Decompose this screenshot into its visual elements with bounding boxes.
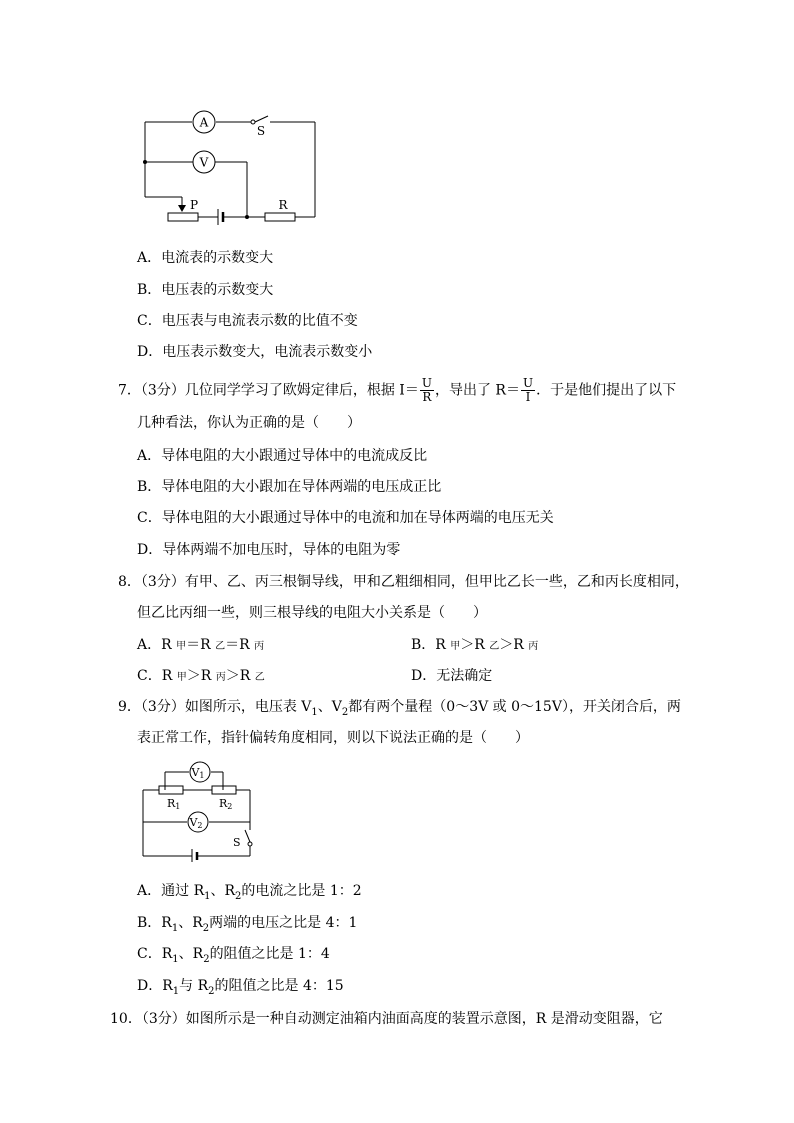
q6-option-a: A．电流表的示数变大: [137, 250, 274, 266]
voltmeter-label: V: [199, 155, 209, 170]
slider-label: P: [190, 198, 199, 212]
junction-dot: [143, 160, 147, 164]
q6-option-c: C．电压表与电流表示数的比值不变: [137, 313, 358, 329]
q8-stem-line2: 但乙比丙细一些，则三根导线的电阻大小关系是（ ）: [137, 605, 487, 621]
q8-option-a: A．R 甲＝R 乙＝R 丙: [137, 637, 265, 653]
slider-arrow-icon: [178, 205, 186, 212]
q6-option-b: B．电压表的示数变大: [137, 282, 274, 298]
q9-option-d: D．$R_1$与 $R_2$的阻值之比是 4：15: [137, 978, 344, 997]
resistor-label: R: [278, 198, 288, 212]
switch-contact: [251, 120, 255, 124]
q9-stem-line1: 9．（3分）如图所示，电压表 $V_1$、$V_2$都有两个量程（0～3V 或 0～15V），开关闭合后，两: [118, 699, 681, 718]
q9-option-a: A．通过 $R_1$、$R_2$的电流之比是 1：2: [137, 883, 362, 902]
q9-option-b: B．$R_1$、$R_2$两端的电压之比是 4：1: [137, 915, 358, 934]
circuit-diagram-q9: [135, 760, 265, 862]
switch-label: S: [233, 836, 241, 849]
switch-label: S: [256, 124, 266, 138]
q6-option-d: D．电压表示数变大，电流表示数变小: [137, 344, 373, 360]
q10-stem-line1: 10．（3分）如图所示是一种自动测定油箱内油面高度的装置示意图，R 是滑动变阻器，它: [110, 1011, 663, 1027]
q7-option-c: C．导体电阻的大小跟通过导体中的电流和加在导体两端的电压无关: [137, 510, 554, 526]
q7-option-d: D．导体两端不加电压时，导体的电阻为零: [137, 542, 401, 558]
q7-stem-line2: 几种看法，你认为正确的是（ ）: [137, 415, 361, 431]
q7-option-b: B．导体电阻的大小跟加在导体两端的电压成正比: [137, 479, 442, 495]
q9-stem-line2: 表正常工作，指针偏转角度相同，则以下说法正确的是（ ）: [137, 730, 529, 746]
voltmeter-2-label: V2: [189, 816, 203, 830]
junction-dot: [245, 215, 249, 219]
q8-option-b: B．R 甲＞R 乙＞R 丙: [411, 637, 539, 653]
switch-contact: [248, 842, 252, 846]
circuit-diagram-q6: [130, 105, 330, 230]
q7-stem-line1: 7．（3分）几位同学学习了欧姆定律后，根据 I＝ $\frac{U}{R}$ ，导出了 R＝ $\frac{U}{I}$ ．于是他们提出了以下: [118, 376, 677, 404]
q7-option-a: A．导体电阻的大小跟通过导体中的电流成反比: [137, 448, 428, 464]
q8-option-d: D．无法确定: [411, 668, 493, 684]
resistor-2-label: R2: [219, 797, 233, 811]
fraction-u-over-r: $\frac{U}{R}$: [421, 376, 432, 404]
resistor-1-label: R1: [167, 797, 181, 811]
q9-option-c: C．$R_1$、$R_2$的阻值之比是 1：4: [137, 946, 330, 965]
voltmeter-1-label: V1: [191, 766, 205, 780]
q8-stem-line1: 8．（3分）有甲、乙、丙三根铜导线，甲和乙粗细相同，但甲比乙长一些，乙和丙长度相同，: [118, 574, 689, 590]
fraction-u-over-i: $\frac{U}{I}$: [522, 376, 534, 404]
ammeter-label: A: [199, 115, 209, 130]
q8-option-c: C．R 甲＞R 丙＞R 乙: [137, 668, 265, 684]
